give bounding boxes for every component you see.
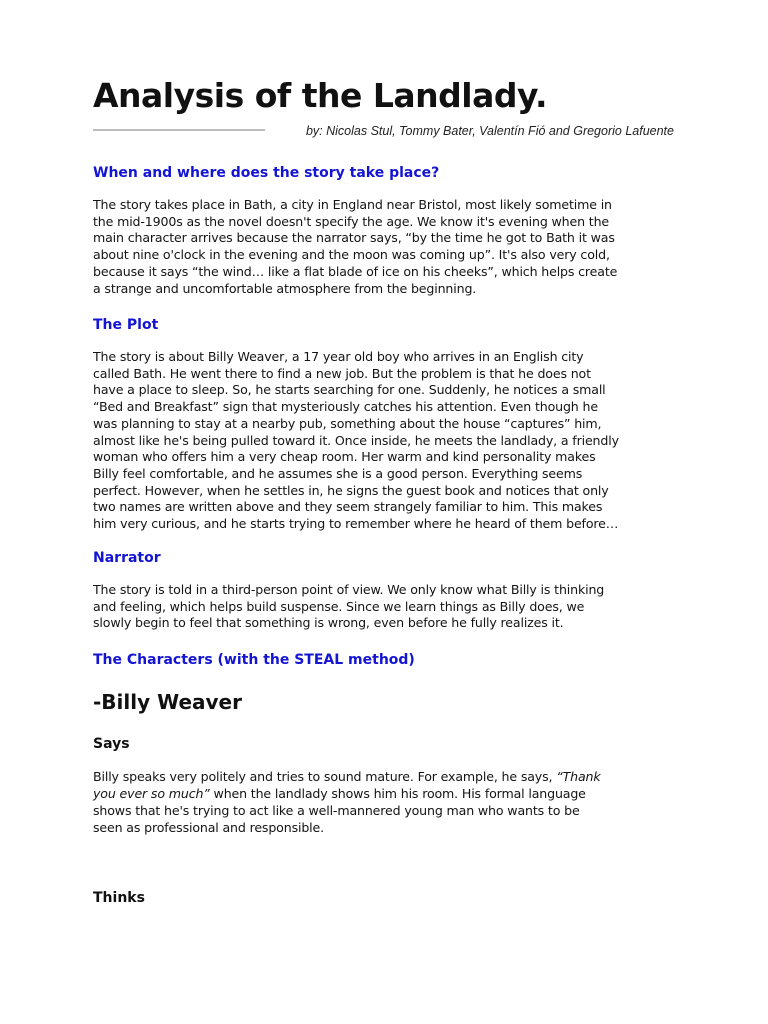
quote-text: “Thank	[556, 769, 601, 784]
text-line: a strange and uncomfortable atmosphere from the beginning.	[93, 280, 477, 296]
text-line: was planning to stay at a nearby pub, something about the house “captures” him,	[93, 415, 602, 431]
text-line: “Bed and Breakfast” sign that mysteriously catches his attention. Even though he	[93, 399, 598, 415]
text-line	[93, 768, 693, 785]
quote-text: you ever so much”	[93, 786, 210, 801]
text-line: seen as professional and responsible.	[93, 820, 324, 835]
text-line: because it says “the wind… like a flat blade of ice on his cheeks”, which helps create	[93, 263, 618, 279]
section-heading-characters: The Characters (with the STEAL method)	[93, 652, 415, 668]
text-line: almost like he's being pulled toward it. Once inside, he meets the landlady, a friendly	[93, 432, 619, 448]
text-line: main character arrives because the narrator says, “by the time he got to Bath it was	[93, 230, 615, 246]
text-line: about nine o'clock in the evening and the moon was coming up”. It's also very cold,	[93, 247, 610, 263]
text-line: The story is told in a third-person point of view. We only know what Billy is thinking	[93, 582, 605, 597]
section-heading-narrator: Narrator	[93, 550, 161, 566]
text-line: shows that he's trying to act like a well-mannered young man who wants to be	[93, 803, 580, 818]
subheading-thinks: Thinks	[93, 890, 145, 906]
text-line: The story is about Billy Weaver, a 17 year old boy who arrives in an English city	[93, 349, 584, 364]
text-line: have a place to sleep. So, he starts searching for one. Suddenly, he notices a small	[93, 382, 606, 398]
character-name: -Billy Weaver	[93, 690, 242, 714]
text-line: and feeling, which helps build suspense. Since we learn things as Billy does, we	[93, 598, 585, 614]
text-line: Billy feel comfortable, and he assumes she is a good person. Everything seems	[93, 465, 583, 481]
text-line: called Bath. He went there to find a new job. But the problem is that he does not	[93, 365, 591, 381]
subheading-says: Says	[93, 736, 130, 752]
text-line: perfect. However, when he settles in, he signs the guest book and notices that only	[93, 482, 609, 498]
author-byline: by: Nicolas Stul, Tommy Bater, Valentín Fió and Gregorio Lafuente	[305, 124, 674, 138]
section-paragraph-narrator	[93, 582, 693, 632]
text-fragment: Billy speaks very politely and tries to sound mature. For example, he says,	[93, 769, 557, 784]
says-paragraph	[93, 768, 693, 836]
text-line: slowly begin to feel that something is wrong, even before he fully realizes it.	[93, 615, 564, 631]
text-fragment: when the landlady shows him his room. His formal language	[209, 786, 586, 801]
title-underline	[93, 129, 265, 131]
text-line: two names are written above and they seem strangely familiar to him. This makes	[93, 499, 603, 515]
section-paragraph-setting	[93, 197, 693, 297]
section-heading-plot: The Plot	[93, 317, 159, 333]
document-title: Analysis of the Landlady.	[93, 76, 547, 115]
text-line: The story takes place in Bath, a city in England near Bristol, most likely sometime in	[93, 197, 612, 212]
text-line	[93, 785, 693, 802]
text-line: him very curious, and he starts trying to remember where he heard of them before…	[93, 516, 619, 532]
section-heading-setting: When and where does the story take place?	[93, 165, 440, 181]
text-line: woman who offers him a very cheap room. Her warm and kind personality makes	[93, 449, 596, 465]
section-paragraph-plot	[93, 349, 693, 533]
text-line: the mid-1900s as the novel doesn't specify the age. We know it's evening when the	[93, 213, 610, 229]
